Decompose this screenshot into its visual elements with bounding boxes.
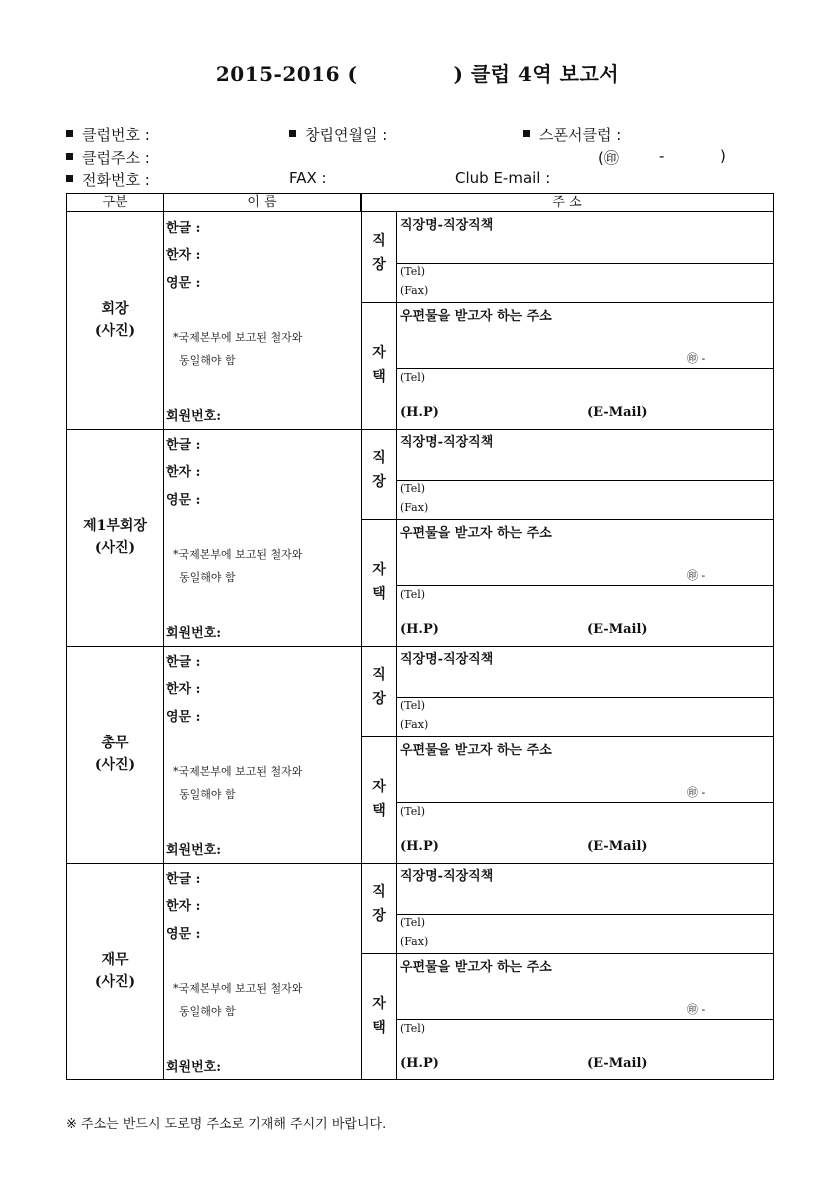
mobile-field[interactable]: (H.P) bbox=[400, 839, 439, 854]
page-title bbox=[0, 58, 835, 87]
officer-table bbox=[66, 193, 774, 1080]
spelling-note: *국제본부에 보고된 철자와 bbox=[173, 982, 303, 995]
spelling-note: 동일해야 함 bbox=[179, 1005, 236, 1018]
home-label: 택 bbox=[372, 1020, 386, 1036]
row-divider bbox=[396, 697, 773, 698]
work-label: 장 bbox=[372, 691, 386, 707]
job-field[interactable]: 직장명-직장직책 bbox=[400, 652, 494, 667]
job-field[interactable]: 직장명-직장직책 bbox=[400, 435, 494, 450]
mailing-address-field[interactable]: 우편물을 받고자 하는 주소 bbox=[400, 743, 552, 758]
home-label: 자 bbox=[372, 996, 386, 1012]
role-label bbox=[67, 515, 163, 559]
email-field[interactable]: (E-Mail) bbox=[587, 1056, 648, 1071]
bullet-icon bbox=[289, 130, 296, 137]
work-fax-field[interactable]: (Fax) bbox=[400, 718, 429, 731]
row-divider bbox=[361, 302, 773, 303]
header-name: 이 름 bbox=[164, 194, 361, 212]
photo-placeholder: (사진) bbox=[94, 974, 136, 990]
home-tel-field[interactable]: (Tel) bbox=[400, 588, 426, 601]
spelling-note: 동일해야 함 bbox=[179, 788, 236, 801]
spelling-note: 동일해야 함 bbox=[179, 571, 236, 584]
role-label bbox=[67, 298, 163, 342]
work-label: 직 bbox=[372, 884, 386, 900]
mobile-field[interactable]: (H.P) bbox=[400, 1056, 439, 1071]
mailing-address-field[interactable]: 우편물을 받고자 하는 주소 bbox=[400, 309, 552, 324]
hanja-name-field[interactable]: 한자 : bbox=[166, 465, 201, 480]
home-label: 자 bbox=[372, 779, 386, 795]
english-name-field[interactable]: 영문 : bbox=[166, 276, 201, 291]
title-right: ) 클럽 4역 보고서 bbox=[453, 62, 620, 86]
work-tel-field[interactable]: (Tel) bbox=[400, 916, 426, 929]
home-tel-field[interactable]: (Tel) bbox=[400, 1022, 426, 1035]
work-fax-field[interactable]: (Fax) bbox=[400, 935, 429, 948]
work-label: 장 bbox=[372, 908, 386, 924]
row-divider bbox=[396, 585, 773, 586]
bullet-icon bbox=[66, 153, 73, 160]
row-divider bbox=[361, 953, 773, 954]
work-tel-field[interactable]: (Tel) bbox=[400, 265, 426, 278]
member-number-field[interactable]: 회원번호: bbox=[166, 409, 222, 424]
home-label: 택 bbox=[372, 586, 386, 602]
row-divider bbox=[396, 802, 773, 803]
work-label: 장 bbox=[372, 474, 386, 490]
mailing-address-field[interactable]: 우편물을 받고자 하는 주소 bbox=[400, 526, 552, 541]
fax-field[interactable]: FAX : bbox=[289, 169, 327, 187]
postal-code-close: ) bbox=[720, 147, 726, 165]
role-name: 회장 bbox=[101, 301, 129, 317]
photo-placeholder: (사진) bbox=[94, 540, 136, 556]
hanja-name-field[interactable]: 한자 : bbox=[166, 248, 201, 263]
work-tel-field[interactable]: (Tel) bbox=[400, 699, 426, 712]
email-field[interactable]: (E-Mail) bbox=[587, 405, 648, 420]
work-label: 직 bbox=[372, 450, 386, 466]
header-category: 구분 bbox=[67, 194, 164, 212]
sponsor-club-field[interactable]: 스폰서클럽 : bbox=[523, 124, 621, 145]
column-divider bbox=[361, 194, 362, 1079]
column-divider bbox=[163, 194, 164, 1079]
spelling-note: 동일해야 함 bbox=[179, 354, 236, 367]
role-name: 재무 bbox=[101, 952, 129, 968]
spelling-note: *국제본부에 보고된 철자와 bbox=[173, 331, 303, 344]
bullet-icon bbox=[66, 130, 73, 137]
email-field[interactable]: (E-Mail) bbox=[587, 622, 648, 637]
section-divider bbox=[67, 429, 773, 430]
work-fax-field[interactable]: (Fax) bbox=[400, 284, 429, 297]
member-number-field[interactable]: 회원번호: bbox=[166, 626, 222, 641]
photo-placeholder: (사진) bbox=[94, 757, 136, 773]
club-email-field[interactable]: Club E-mail : bbox=[455, 169, 551, 187]
header-address: 주 소 bbox=[361, 194, 773, 212]
english-name-field[interactable]: 영문 : bbox=[166, 493, 201, 508]
row-divider bbox=[361, 519, 773, 520]
english-name-field[interactable]: 영문 : bbox=[166, 710, 201, 725]
spelling-note: *국제본부에 보고된 철자와 bbox=[173, 765, 303, 778]
korean-name-field[interactable]: 한글 : bbox=[166, 221, 201, 236]
postal-code-field[interactable]: ㊞ - bbox=[687, 786, 706, 799]
role-name: 제1부회장 bbox=[83, 518, 147, 534]
job-field[interactable]: 직장명-직장직책 bbox=[400, 218, 494, 233]
english-name-field[interactable]: 영문 : bbox=[166, 927, 201, 942]
club-address-field[interactable]: 클럽주소 : bbox=[66, 147, 150, 168]
role-label bbox=[67, 732, 163, 776]
hanja-name-field[interactable]: 한자 : bbox=[166, 682, 201, 697]
photo-placeholder: (사진) bbox=[94, 323, 136, 339]
hanja-name-field[interactable]: 한자 : bbox=[166, 899, 201, 914]
phone-field[interactable]: 전화번호 : bbox=[66, 169, 150, 190]
section-divider bbox=[67, 863, 773, 864]
role-label bbox=[67, 949, 163, 993]
postal-code-field[interactable]: ㊞ - bbox=[687, 569, 706, 582]
postal-code-field[interactable]: ㊞ - bbox=[687, 352, 706, 365]
bullet-icon bbox=[66, 175, 73, 182]
postal-code-open: (㊞ bbox=[598, 149, 619, 167]
member-number-field[interactable]: 회원번호: bbox=[166, 843, 222, 858]
home-label: 자 bbox=[372, 345, 386, 361]
row-divider bbox=[396, 263, 773, 264]
email-field[interactable]: (E-Mail) bbox=[587, 839, 648, 854]
mobile-field[interactable]: (H.P) bbox=[400, 405, 439, 420]
row-divider bbox=[396, 914, 773, 915]
mailing-address-field[interactable]: 우편물을 받고자 하는 주소 bbox=[400, 960, 552, 975]
home-tel-field[interactable]: (Tel) bbox=[400, 371, 426, 384]
work-tel-field[interactable]: (Tel) bbox=[400, 482, 426, 495]
row-divider bbox=[396, 368, 773, 369]
korean-name-field[interactable]: 한글 : bbox=[166, 872, 201, 887]
role-name: 총무 bbox=[101, 735, 129, 751]
section-divider bbox=[67, 646, 773, 647]
founding-date-field[interactable]: 창립연월일 : bbox=[289, 124, 387, 145]
bullet-icon bbox=[523, 130, 530, 137]
home-label: 택 bbox=[372, 803, 386, 819]
spelling-note: *국제본부에 보고된 철자와 bbox=[173, 548, 303, 561]
postal-code-field[interactable]: ㊞ - bbox=[687, 1003, 706, 1016]
work-fax-field[interactable]: (Fax) bbox=[400, 501, 429, 514]
work-label: 장 bbox=[372, 257, 386, 273]
row-divider bbox=[396, 1019, 773, 1020]
home-label: 택 bbox=[372, 369, 386, 385]
korean-name-field[interactable]: 한글 : bbox=[166, 655, 201, 670]
work-label: 직 bbox=[372, 233, 386, 249]
mobile-field[interactable]: (H.P) bbox=[400, 622, 439, 637]
postal-code-dash: - bbox=[659, 147, 665, 165]
row-divider bbox=[396, 480, 773, 481]
home-tel-field[interactable]: (Tel) bbox=[400, 805, 426, 818]
member-number-field[interactable]: 회원번호: bbox=[166, 1060, 222, 1075]
title-left: 2015-2016 ( bbox=[215, 62, 358, 86]
work-label: 직 bbox=[372, 667, 386, 683]
footer-note: ※ 주소는 반드시 도로명 주소로 기재해 주시기 바랍니다. bbox=[66, 1117, 387, 1132]
job-field[interactable]: 직장명-직장직책 bbox=[400, 869, 494, 884]
club-number-field[interactable]: 클럽번호 : bbox=[66, 124, 150, 145]
row-divider bbox=[361, 736, 773, 737]
home-label: 자 bbox=[372, 562, 386, 578]
korean-name-field[interactable]: 한글 : bbox=[166, 438, 201, 453]
